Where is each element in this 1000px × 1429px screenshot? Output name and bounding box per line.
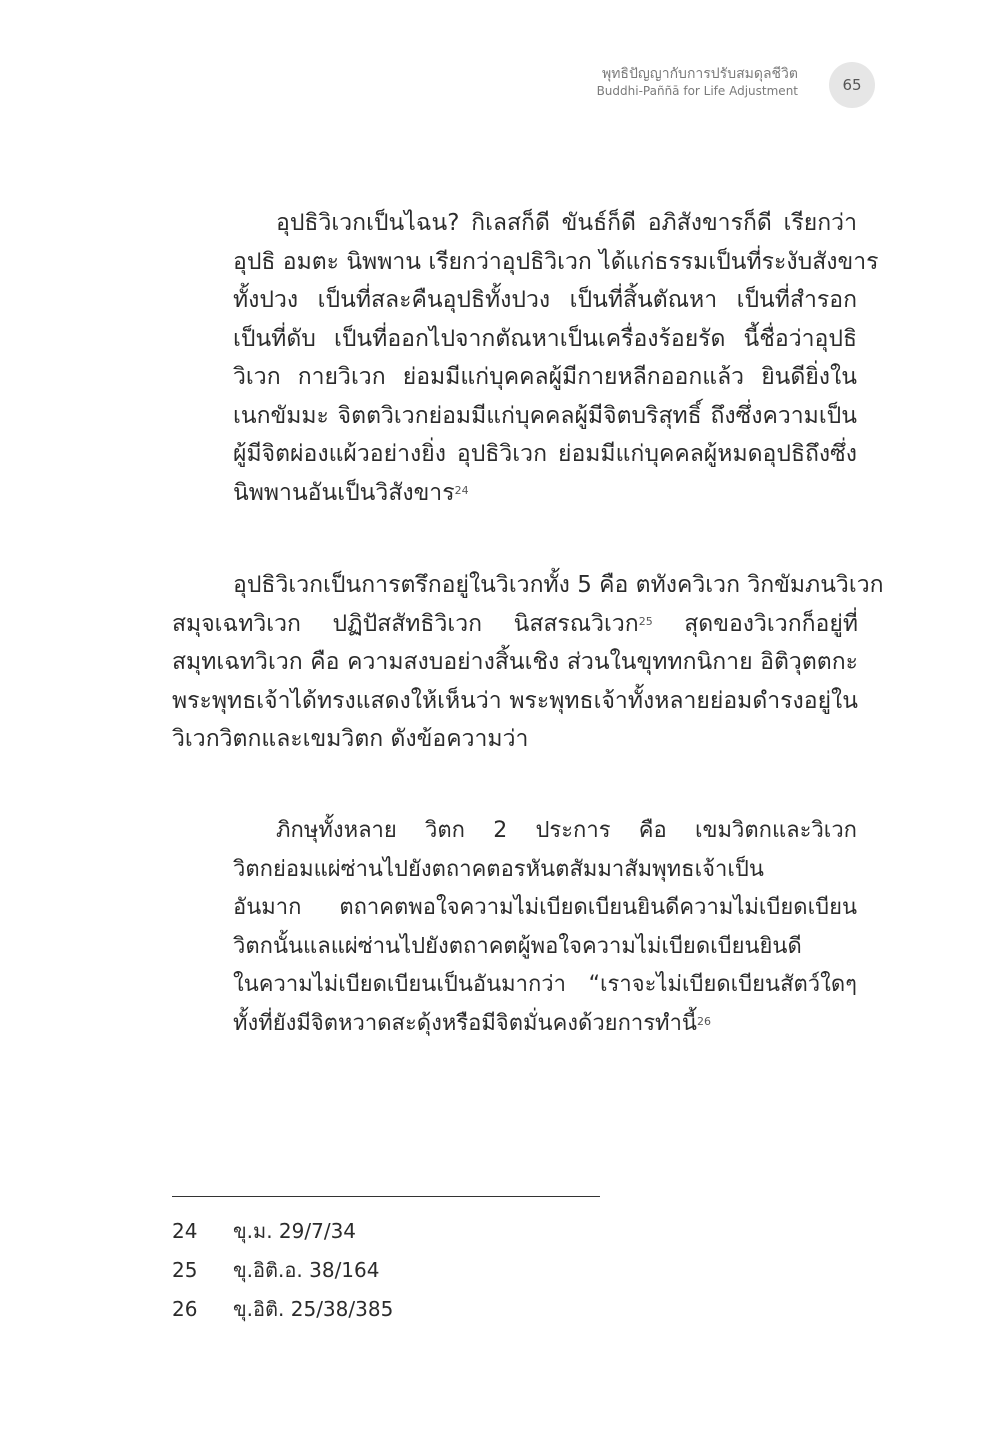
text-fragment: นิพพานอันเป็นวิสังขาร <box>233 479 455 506</box>
text-line: ทั้งปวง เป็นที่สละคืนอุปธิทั้งปวง เป็นที่สิ้นตัณหา เป็นที่สำรอก <box>233 287 857 313</box>
footnote-number: 26 <box>172 1297 198 1321</box>
book-title-english: Buddhi-Paññā for Life Adjustment <box>596 83 798 98</box>
text-line: อันมาก ตถาคตพอใจความไม่เบียดเบียนยินดีความไม่เบียดเบียน <box>233 895 857 920</box>
text-line: วิตกนั้นแลแผ่ซ่านไปยังตถาคตผู้พอใจความไม่เบียดเบียนยินดี <box>233 933 802 959</box>
footnote-ref-26: 26 <box>696 1014 711 1028</box>
text-line: วิเวก กายวิเวก ย่อมมีแก่บุคคลผู้มีกายหลีกออกแล้ว ยินดียิ่งใน <box>233 364 857 390</box>
text-line: ภิกษุทั้งหลาย วิตก 2 ประการ คือ เขมวิตกและวิเวก <box>276 818 857 843</box>
footnote-ref-24: 24 <box>454 483 469 497</box>
text-fragment: สุดของวิเวกก็อยู่ที่ <box>652 610 858 637</box>
text-line-last: วิเวกวิตกและเขมวิตก ดังข้อความว่า <box>172 726 529 752</box>
text-line-last <box>233 1005 857 1044</box>
footnote-text: ขุ.ม. 29/7/34 <box>233 1219 357 1243</box>
text-line: ผู้มีจิตผ่องแผ้วอย่างยิ่ง อุปธิวิเวก ย่อมมีแก่บุคคลผู้หมดอุปธิถึงซึ่ง <box>233 441 857 467</box>
footnote-divider <box>172 1196 600 1197</box>
footnote-item <box>172 1212 393 1251</box>
running-head <box>597 66 798 99</box>
book-title-thai: พุทธิปัญญากับการปรับสมดุลชีวิต <box>601 66 798 82</box>
text-line: ในความไม่เบียดเบียนเป็นอันมากว่า “เราจะไม่เบียดเบียนสัตว์ใดๆ <box>233 972 857 997</box>
text-line: วิตกย่อมแผ่ซ่านไปยังตถาคตอรหันตสัมมาสัมพุทธเจ้าเป็น <box>233 856 764 882</box>
text-fragment: ทั้งที่ยังมีจิตหวาดสะดุ้งหรือมีจิตมั่นคงด้วยการทำนี้ <box>233 1010 697 1036</box>
text-line: สมุทเฉทวิเวก คือ ความสงบอย่างสิ้นเชิง ส่วนในขุททกนิกาย อิติวุตตกะ <box>172 649 858 675</box>
text-line: เป็นที่ดับ เป็นที่ออกไปจากตัณหาเป็นเครื่องร้อยรัด นี้ชื่อว่าอุปธิ <box>233 325 857 352</box>
text-line-last <box>233 474 857 513</box>
text-fragment: สมุจเฉทวิเวก ปฏิปัสสัทธิวิเวก นิสสรณวิเวก <box>172 610 639 637</box>
footnote-ref-25: 25 <box>638 614 653 628</box>
text-line: อุปธิ อมตะ นิพพาน เรียกว่าอุปธิวิเวก ได้แก่ธรรมเป็นที่ระงับสังขาร <box>233 248 879 275</box>
text-line: พระพุทธเจ้าได้ทรงแสดงให้เห็นว่า พระพุทธเจ้าทั้งหลายย่อมดำรงอยู่ใน <box>172 687 858 714</box>
footnote-item <box>172 1290 393 1329</box>
footnote-text: ขุ.อิติ. 25/38/385 <box>233 1297 394 1321</box>
quote-block-two-vitakka <box>233 812 857 1043</box>
page-number-label: 65 <box>842 76 862 94</box>
text-line: อุปธิวิเวกเป็นการตรึกอยู่ในวิเวกทั้ง 5 คือ ตทังควิเวก วิกขัมภนวิเวก <box>233 572 884 598</box>
text-line <box>172 605 858 644</box>
text-line: อุปธิวิเวกเป็นไฉน? กิเลสก็ดี ขันธ์ก็ดี อภิสังขารก็ดี เรียกว่า <box>276 210 857 236</box>
footnote-text: ขุ.อิติ.อ. 38/164 <box>233 1258 380 1282</box>
footnote-number: 24 <box>172 1219 198 1243</box>
footnote-number: 25 <box>172 1258 198 1282</box>
text-line: เนกขัมมะ จิตตวิเวกย่อมมีแก่บุคคลผู้มีจิตบริสุทธิ์ ถึงซึ่งความเป็น <box>233 402 857 429</box>
quote-block-upadhi-viveka <box>233 204 879 512</box>
page-number <box>829 62 875 108</box>
footnote-item <box>172 1251 393 1290</box>
footnotes <box>172 1212 393 1329</box>
body-paragraph-five-viveka <box>172 566 884 759</box>
